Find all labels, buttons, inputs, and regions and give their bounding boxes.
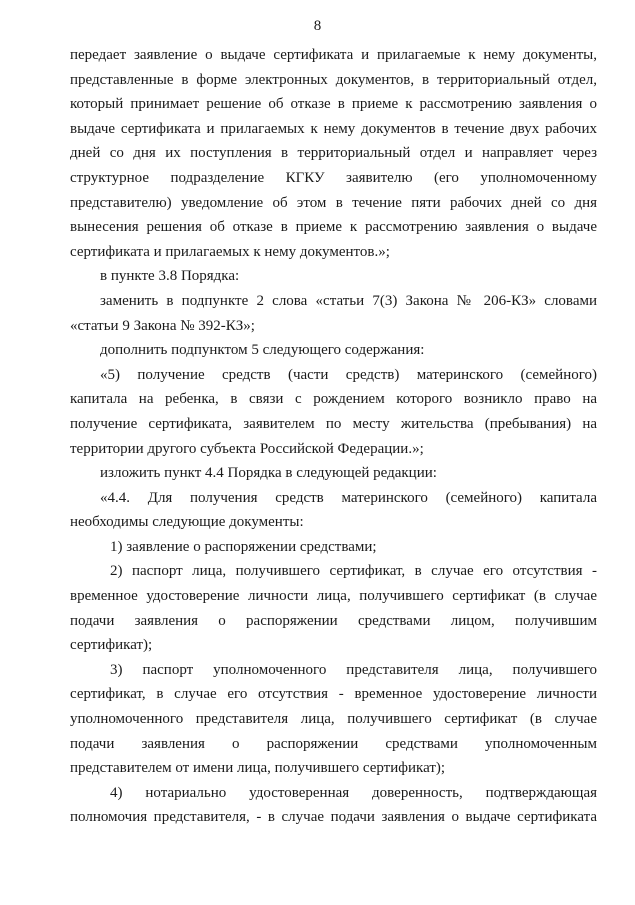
text-line: 4) нотариально удостоверенная доверенность, подтверждающая [110,784,597,801]
text-line: 3) паспорт уполномоченного представителя лица, получившего [110,661,597,678]
text-line: дополнить подпунктом 5 следующего содержания: [100,342,425,359]
text-line: подачи заявления о распоряжении средствами лицом, получившим [70,612,597,629]
text-line: 1) заявление о распоряжении средствами; [110,538,377,555]
text-line: капитала на ребенка, в связи с рождением которого возникло право на [70,391,597,408]
text-line: в пункте 3.8 Порядка: [100,268,240,285]
document-body [70,43,597,830]
text-line: структурное подразделение КГКУ заявителю (его уполномоченному [70,169,597,186]
text-line: «статьи 9 Закона № 392-КЗ»; [70,317,255,334]
text-line: полномочия представителя, - в случае подачи заявления о выдаче сертификата [70,809,597,826]
text-line: дней со дня их поступления в территориальный отдел и направляет через [70,145,597,162]
text-line: 2) паспорт лица, получившего сертификат, в случае его отсутствия - [110,563,597,580]
text-line: который принимает решение об отказе в приеме к рассмотрению заявления о [70,96,597,113]
text-line: необходимы следующие документы: [70,514,304,531]
text-line: временное удостоверение личности лица, получившего сертификат (в случае [70,588,597,605]
text-line: сертификат, в случае его отсутствия - временное удостоверение личности [70,686,597,703]
text-line: подачи заявления о распоряжении средствами уполномоченным [70,735,597,752]
text-line: сертификата и прилагаемых к нему документов.»; [70,243,390,260]
text-line: уполномоченного представителя лица, получившего сертификат (в случае [70,711,597,728]
text-line: представителем от имени лица, получившего сертификат); [70,760,446,777]
text-line: «5) получение средств (части средств) материнского (семейного) [100,366,597,383]
text-line: «4.4. Для получения средств материнского (семейного) капитала [100,489,597,506]
text-line: изложить пункт 4.4 Порядка в следующей редакции: [100,465,437,482]
text-line: представленные в форме электронных документов, в территориальный отдел, [70,71,597,88]
text-line: территории другого субъекта Российской Федерации.»; [70,440,424,457]
text-line: вынесения решения об отказе в приеме к рассмотрению заявления о выдаче [70,219,597,236]
text-line: получение сертификата, заявителем по месту жительства (пребывания) на [70,415,597,432]
page-number: 8 [313,18,322,34]
text-line: выдаче сертификата и прилагаемых к нему документов в течение двух рабочих [70,120,597,137]
text-line: передает заявление о выдаче сертификата и прилагаемые к нему документы, [70,47,597,63]
text-line: заменить в подпункте 2 слова «статьи 7(3) Закона № 206-КЗ» словами [100,292,597,309]
text-line: сертификат); [70,637,153,654]
text-line: представителю) уведомление об этом в течение пяти рабочих дней со дня [70,194,597,211]
